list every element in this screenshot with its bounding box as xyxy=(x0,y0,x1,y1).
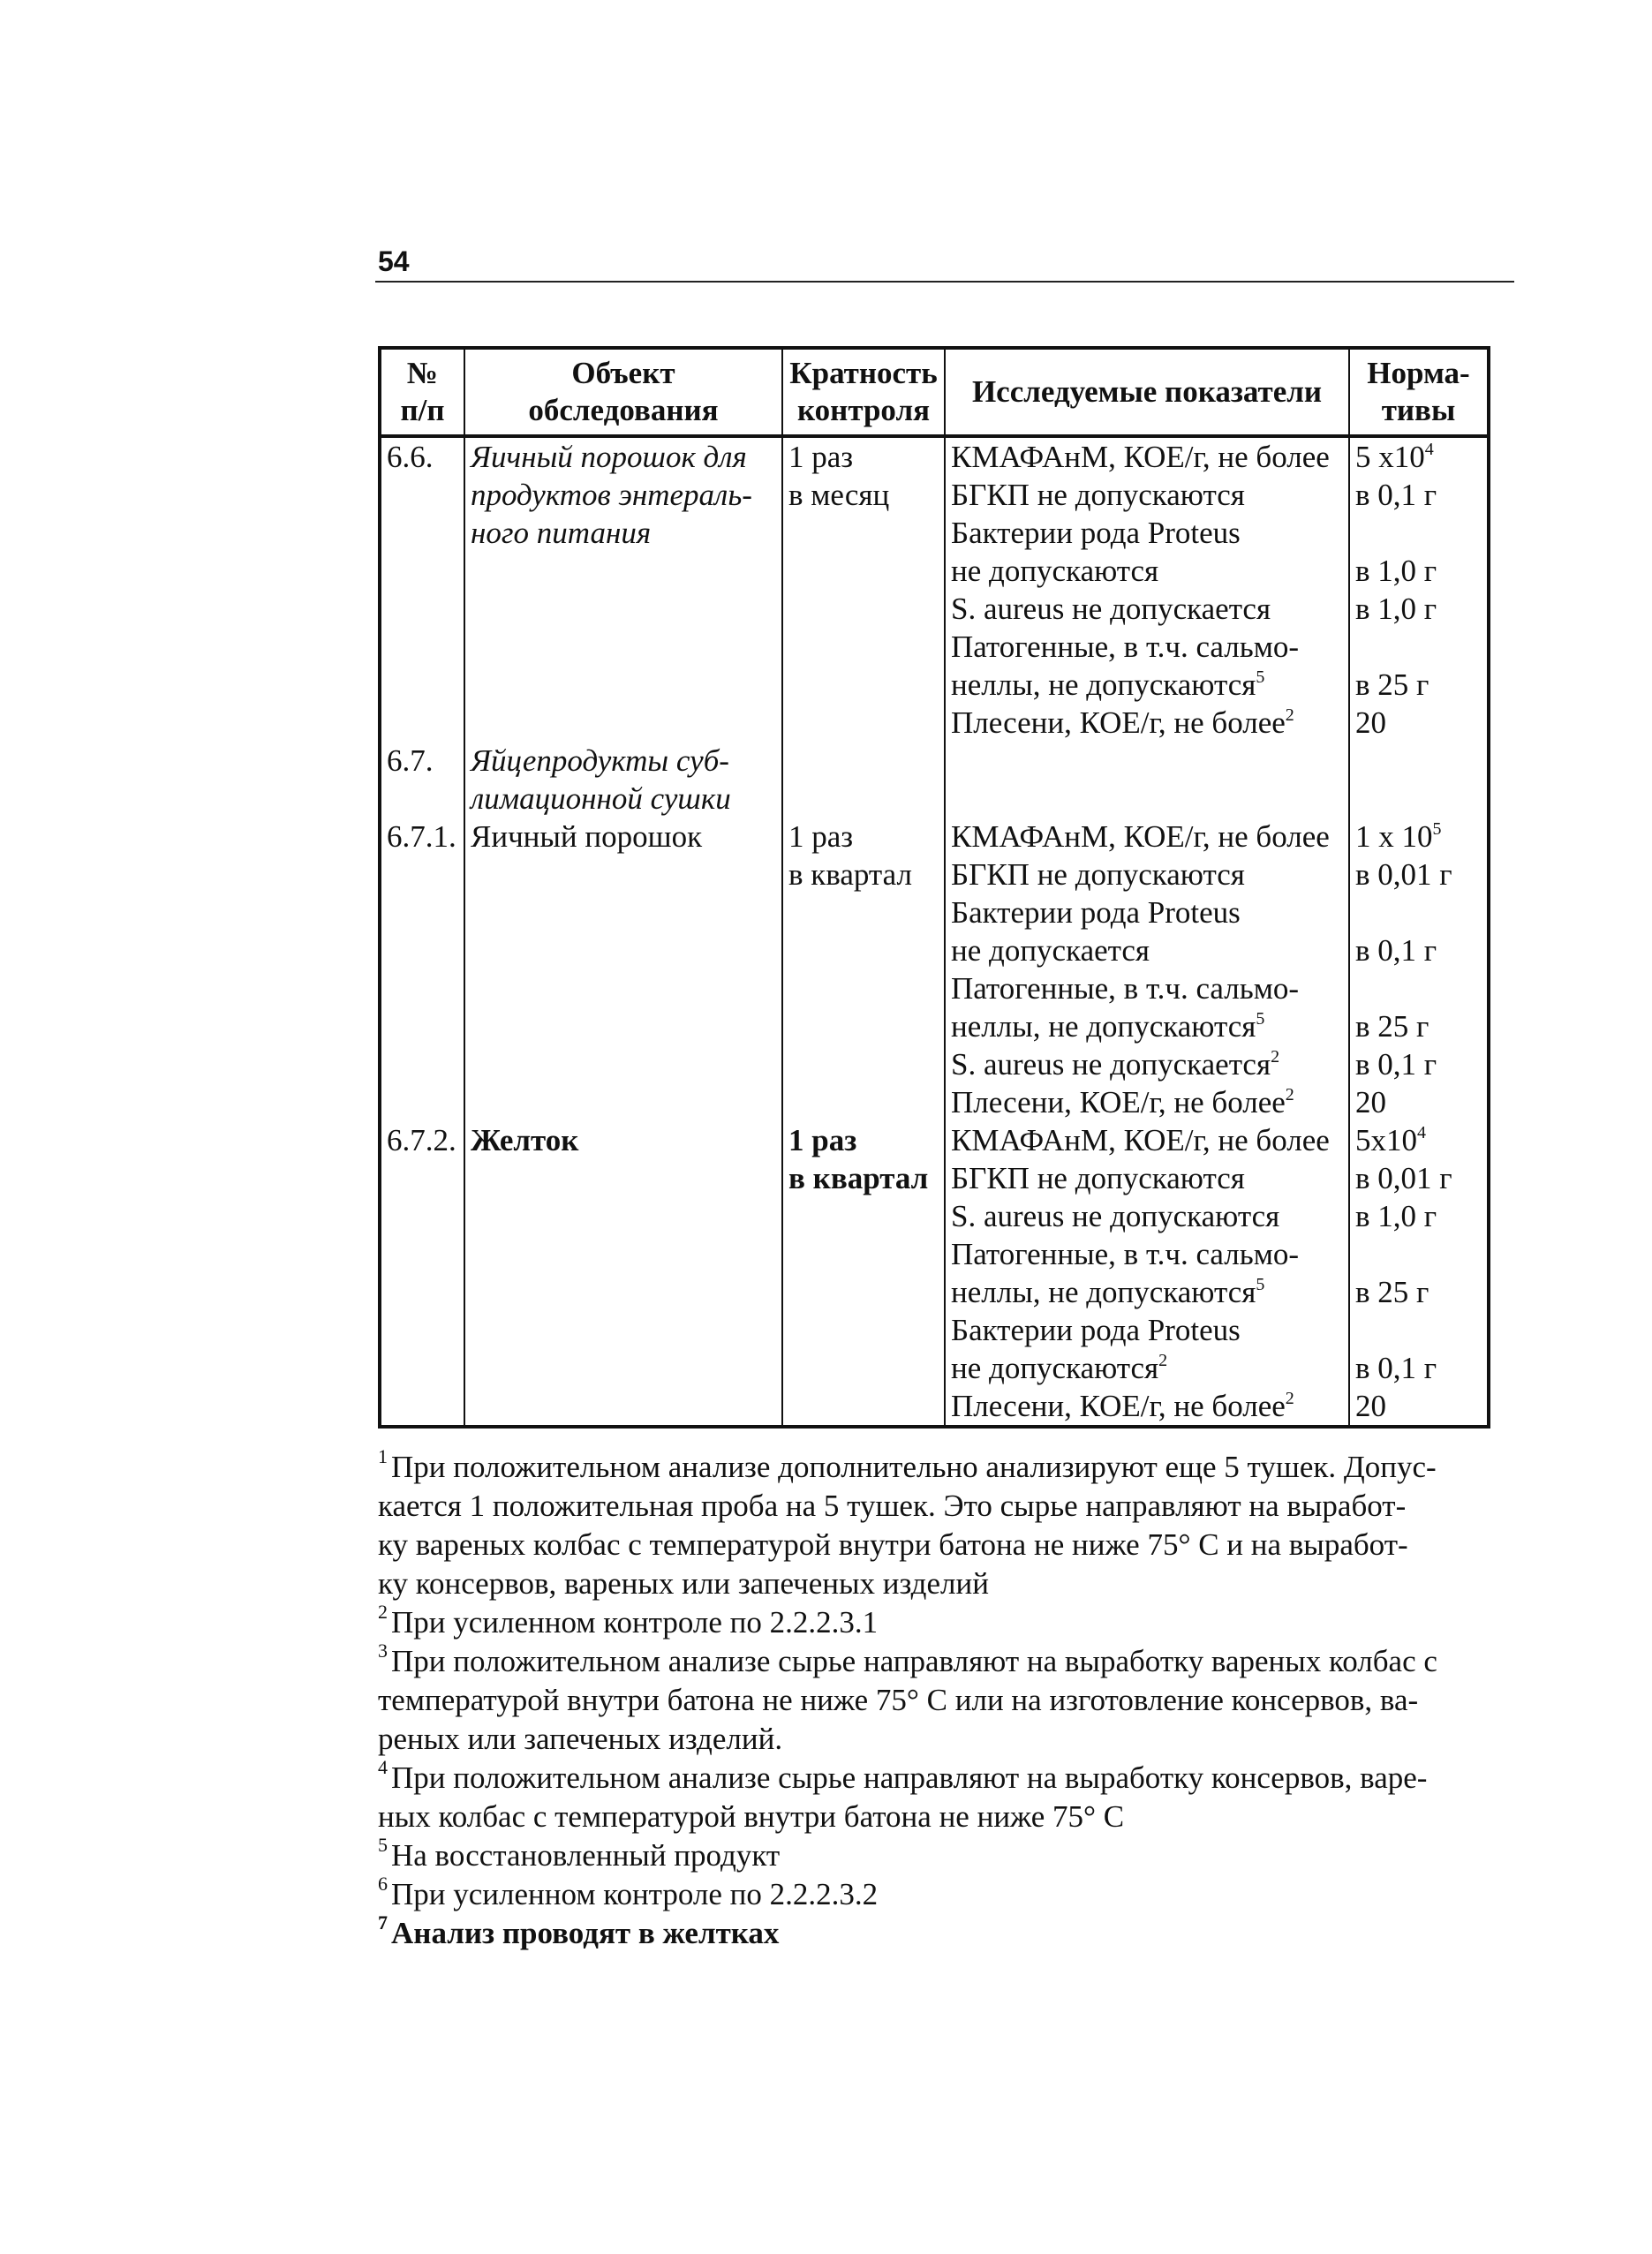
row-object: Желток xyxy=(464,1121,782,1427)
page-number: 54 xyxy=(378,245,410,277)
footnote-5: $^5$ На восстановленный продукт xyxy=(378,1834,781,1873)
footnotes xyxy=(378,1445,1490,1953)
row-frequency: 1 раз в месяц xyxy=(782,436,945,742)
footnote-1: $^1$ При положительном анализе дополнительно анализируют еще 5 тушек. Допус- кается 1 положительная проба на 5 тушек. Это сырье направляют на выработ- ку вареных колбас с температурой внутри батона не ниже 75° С и на выработ- ку консервов, вареных или запеченых изделий xyxy=(378,1445,1437,1601)
table-row xyxy=(380,1121,1489,1427)
row-frequency: 1 раз в квартал xyxy=(782,818,945,1121)
header-norms: Норма- тивы xyxy=(1349,348,1489,436)
header-frequency: Кратность контроля xyxy=(782,348,945,436)
row-frequency xyxy=(782,742,945,818)
row-indicators xyxy=(945,742,1349,818)
row-object: Яичный порошок для продуктов энтераль- ного питания xyxy=(464,436,782,742)
row-norms xyxy=(1349,742,1489,818)
row-norms: 1 x $10^5$ в 0,01 г в 0,1 г в 25 г в 0,1 г 20 xyxy=(1349,818,1489,1121)
row-norms: 5 $x10^4$ в 0,1 г в 1,0 г в 1,0 г в 25 г 20 xyxy=(1349,436,1489,742)
footnote-3: $^3$ При положительном анализе сырье направляют на выработку вареных колбас с температурой внутри батона не ниже 75° С или на изготовление консервов, ва- реных или запеченых изделий. xyxy=(378,1640,1437,1756)
row-number: 6.7. xyxy=(380,742,464,818)
row-frequency: 1 раз в квартал xyxy=(782,1121,945,1427)
footnote-7: $^7$ Анализ проводят в желтках xyxy=(378,1911,780,1950)
row-norms: $5x10^4$ в 0,01 г в 1,0 г в 25 г в 0,1 г 20 xyxy=(1349,1121,1489,1427)
row-number: 6.6. xyxy=(380,436,464,742)
row-object: Яичный порошок xyxy=(464,818,782,1121)
header-object: Объект обследования xyxy=(464,348,782,436)
row-number: 6.7.1. xyxy=(380,818,464,1121)
header-rule xyxy=(375,281,1514,283)
row-indicators: КМАФАнМ, КОЕ/г, не более БГКП не допускаются Бактерии рода Proteus не допускаются S. aureus не допускается Патогенные, в т.ч. сальмо- неллы, не допускаются$^5$ Плесени, КОЕ/г, не более$^2$ xyxy=(945,436,1349,742)
footnote-6: $^6$ При усиленном контроле по 2.2.2.3.2 xyxy=(378,1873,879,1911)
norms-table xyxy=(378,346,1490,1429)
row-number: 6.7.2. xyxy=(380,1121,464,1427)
footnote-4: $^4$ При положительном анализе сырье направляют на выработку консервов, варе- ных колбас с температурой внутри батона не ниже 75° С xyxy=(378,1756,1428,1834)
row-indicators: КМАФАнМ, КОЕ/г, не более БГКП не допускаются S. aureus не допускаются Патогенные, в т.ч. сальмо- неллы, не допускаются$^5$ Бактерии рода Proteus не допускаются$^2$ Плесени, КОЕ/г, не более$^2$ xyxy=(945,1121,1349,1427)
footnote-2: $^2$ При усиленном контроле по 2.2.2.3.1 xyxy=(378,1601,879,1640)
header-num: № п/п xyxy=(380,348,464,436)
table-header-row xyxy=(380,348,1489,436)
row-object: Яйцепродукты суб- лимационной сушки xyxy=(464,742,782,818)
table-row xyxy=(380,436,1489,742)
table-row xyxy=(380,818,1489,1121)
table-row xyxy=(380,742,1489,818)
header-indicators: Исследуемые показатели xyxy=(945,348,1349,436)
row-indicators: КМАФАнМ, КОЕ/г, не более БГКП не допускаются Бактерии рода Proteus не допускается Патогенные, в т.ч. сальмо- неллы, не допускаются$^5$ S. aureus не допускается$^2$ Плесени, КОЕ/г, не более$^2$ xyxy=(945,818,1349,1121)
